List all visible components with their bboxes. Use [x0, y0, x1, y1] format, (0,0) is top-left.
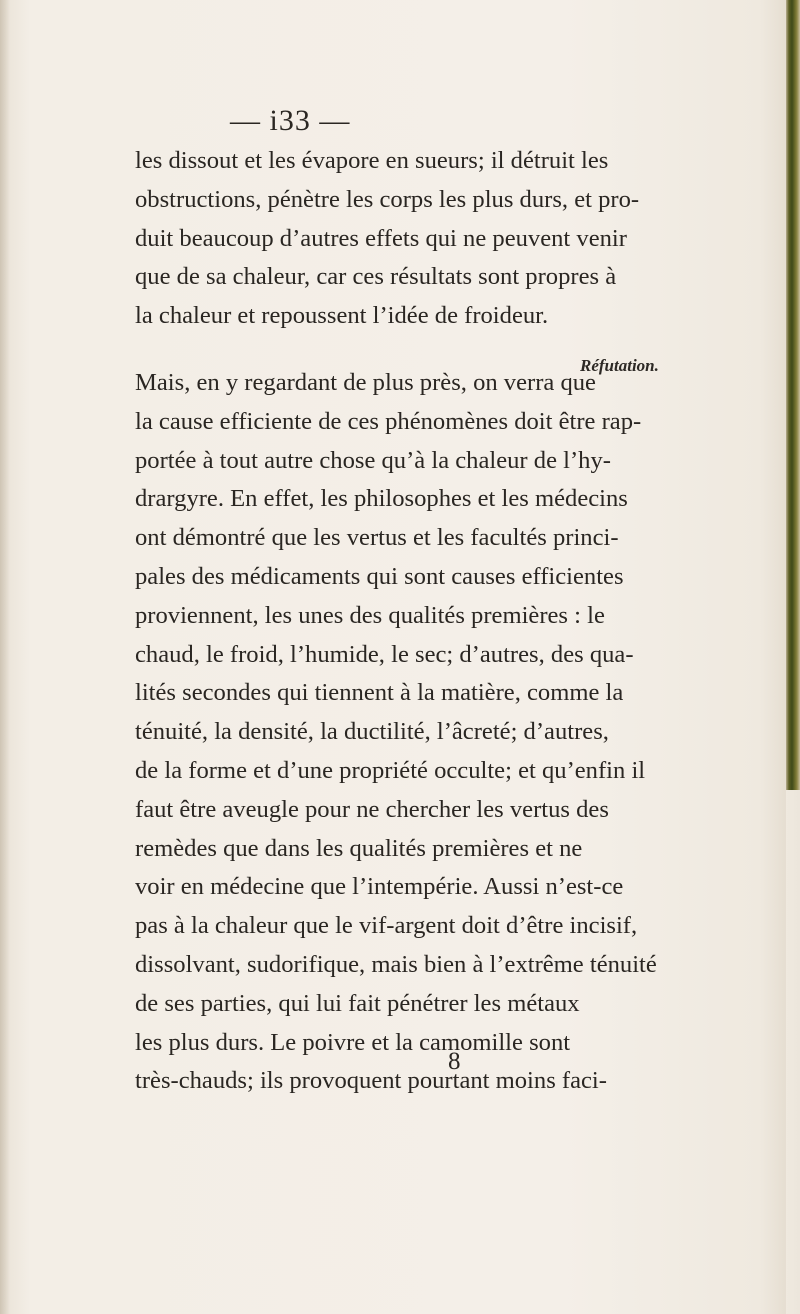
- page-edge-lower: [786, 790, 800, 1314]
- text-line: que de sa chaleur, car ces résultats sont propres à: [135, 263, 617, 291]
- text-line: les dissout et les évapore en sueurs; il détruit les: [135, 147, 609, 174]
- text-line: la cause efficiente de ces phénomènes doit être rap-: [135, 407, 642, 435]
- gutter-shadow: [0, 0, 10, 1314]
- text-line: proviennent, les unes des qualités premières : le: [135, 601, 605, 629]
- text-line: pas à la chaleur que le vif-argent doit d’être incisif,: [135, 912, 638, 940]
- text-line: pales des médicaments qui sont causes efficientes: [135, 562, 624, 590]
- text-line: la chaleur et repoussent l’idée de froideur.: [135, 302, 549, 330]
- text-line: lités secondes qui tiennent à la matière, comme la: [135, 679, 624, 707]
- text-line: dissolvant, sudorifique, mais bien à l’extrême ténuité: [135, 950, 657, 978]
- page-number: — i33 —: [230, 104, 351, 137]
- signature-mark: 8: [448, 1048, 461, 1075]
- text-line: les plus durs. Le poivre et la camomille sont: [135, 1028, 571, 1056]
- text-line: Mais, en y regardant de plus près, on verra que: [135, 368, 596, 396]
- text-line: de la forme et d’une propriété occulte; et qu’enfin il: [135, 756, 646, 784]
- text-line: très-chauds; ils provoquent pourtant moins faci-: [135, 1067, 607, 1095]
- text-line: faut être aveugle pour ne chercher les vertus des: [135, 795, 609, 823]
- text-line: ténuité, la densité, la ductilité, l’âcreté; d’autres,: [135, 718, 609, 746]
- text-line: portée à tout autre chose qu’à la chaleur de l’hy-: [135, 446, 611, 474]
- text-line: voir en médecine que l’intempérie. Aussi n’est-ce: [135, 873, 624, 901]
- text-line: duit beaucoup d’autres effets qui ne peuvent venir: [135, 224, 627, 252]
- marginal-note: Réfutation.: [580, 356, 659, 375]
- text-line: obstructions, pénètre les corps les plus durs, et pro-: [135, 185, 640, 213]
- text-line: remèdes que dans les qualités premières et ne: [135, 834, 583, 862]
- text-line: ont démontré que les vertus et les facultés princi-: [135, 524, 619, 552]
- text-line: drargyre. En effet, les philosophes et les médecins: [135, 485, 628, 513]
- text-line: chaud, le froid, l’humide, le sec; d’autres, des qua-: [135, 640, 634, 668]
- text-line: de ses parties, qui lui fait pénétrer les métaux: [135, 989, 580, 1017]
- paragraph-1: [135, 142, 640, 336]
